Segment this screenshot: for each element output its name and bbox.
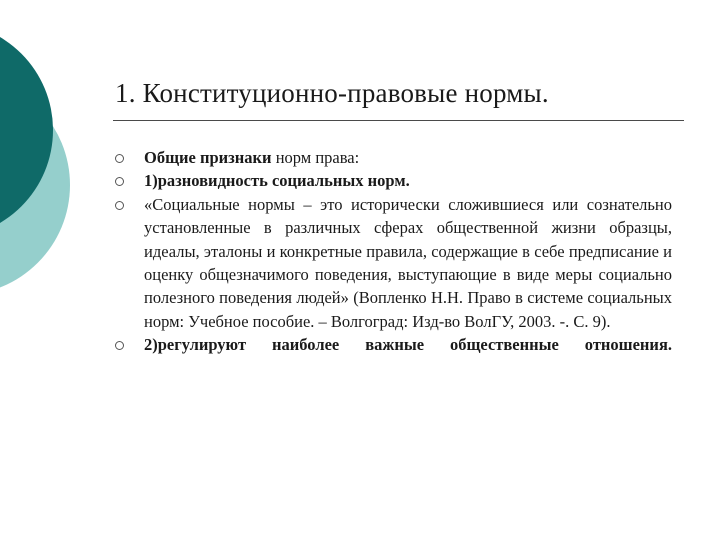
slide-title: 1. Конституционно-правовые нормы.: [115, 78, 549, 108]
bullet-list: [112, 146, 672, 357]
bullet-circle-icon: [115, 177, 124, 186]
decorative-teal-circles: [0, 0, 120, 300]
bullet-text: норм права:: [271, 148, 360, 167]
bullet-item: [112, 169, 672, 192]
bullet-bold-text: Общие признаки: [144, 148, 272, 167]
bullet-circle-icon: [115, 154, 124, 163]
bullet-bold-text: 2)регулируют наиболее важные общественные отношения.: [144, 335, 672, 355]
bullet-item: [112, 333, 672, 356]
bullet-item: [112, 193, 672, 333]
bullet-circle-icon: [115, 201, 124, 210]
bullet-item: [112, 146, 672, 169]
bullet-circle-icon: [115, 341, 124, 350]
title-underline: [113, 120, 684, 121]
bullet-bold-text: 1)разновидность социальных норм.: [144, 171, 410, 191]
bullet-quote-text: «Социальные нормы – это исторически сложившиеся или сознательно установленные в различных сферах общественной жизни образцы, идеалы, эталоны и конкретные правила, содержащие в себе предписание и оценку общезначимого поведения, выступающие в виде меры социально полезного поведения людей» (Вопленко Н.Н. Право в системе социальных норм: Учебное пособие. – Волгоград: Изд-во ВолГУ, 2003. -. С. 9).: [144, 194, 672, 331]
